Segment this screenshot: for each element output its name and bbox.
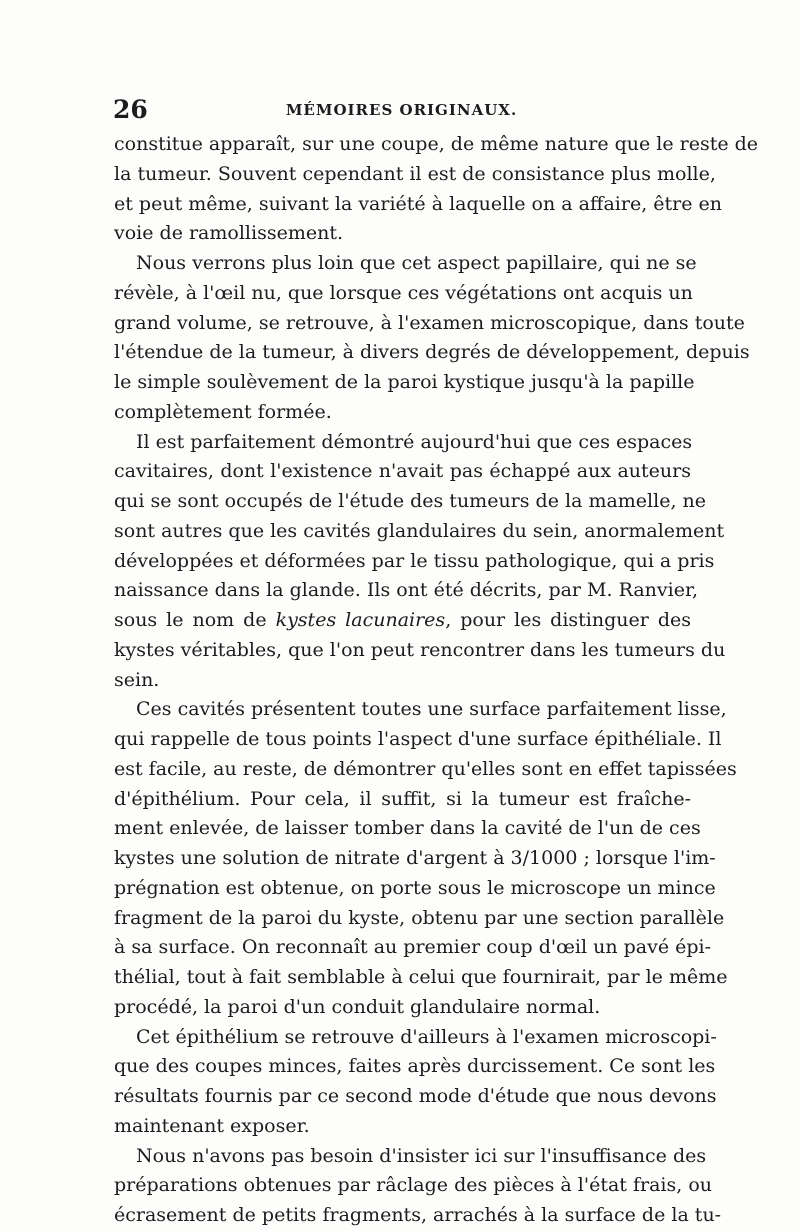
running-title: MÉMOIRES ORIGINAUX. (285, 101, 518, 119)
text-line: cavitaires, dont l'existence n'avait pas échappé aux auteurs (114, 460, 691, 483)
text-line: l'étendue de la tumeur, à divers degrés de développement, depuis (114, 341, 750, 364)
text-line: le simple soulèvement de la paroi kystique jusqu'à la papille (114, 371, 695, 393)
text-line: complètement formée. (114, 400, 332, 423)
text-line: kystes une solution de nitrate d'argent à 3/1000 ; lorsque l'im- (114, 847, 716, 869)
text-line: qui rappelle de tous points l'aspect d'une surface épithéliale. Il (114, 728, 722, 750)
text-line: est facile, au reste, de démontrer qu'elles sont en effet tapissées (114, 757, 737, 780)
page-header (113, 96, 690, 124)
text-line: préparations obtenues par râclage des pièces à l'état frais, ou (114, 1174, 712, 1197)
text-line: Ces cavités présentent toutes une surface parfaitement lisse, (136, 698, 727, 721)
text-line: Nous verrons plus loin que cet aspect papillaire, qui ne se (136, 252, 697, 274)
text-line: sein. (114, 668, 160, 691)
text-line: Nous n'avons pas besoin d'insister ici sur l'insuffisance des (136, 1144, 707, 1167)
text-line: constitue apparaît, sur une coupe, de même nature que le reste de (114, 133, 759, 155)
text-line: voie de ramollissement. (114, 222, 343, 245)
text-line: maintenant exposer. (114, 1114, 310, 1137)
text-line: à sa surface. On reconnaît au premier coup d'œil un pavé épi- (114, 936, 712, 959)
text-fragment: sous le nom de (114, 609, 276, 631)
text-line: développées et déformées par le tissu pathologique, qui a pris (114, 549, 715, 572)
body-text (114, 130, 759, 1231)
text-line: naissance dans la glande. Ils ont été décrits, par M. Ranvier, (114, 579, 698, 602)
text-line: prégnation est obtenue, on porte sous le microscope un mince (114, 876, 716, 899)
text-line: Il est parfaitement démontré aujourd'hui que ces espaces (136, 430, 693, 453)
text-line: grand volume, se retrouve, à l'examen microscopique, dans toute (114, 311, 745, 334)
text-line: ment enlevée, de laisser tomber dans la cavité de l'un de ces (114, 817, 701, 840)
text-line: la tumeur. Souvent cependant il est de consistance plus molle, (114, 162, 716, 185)
text-line: Cet épithélium se retrouve d'ailleurs à l'examen microscopi- (136, 1025, 717, 1048)
italic-term: kystes lacunaires (275, 609, 446, 631)
text-line: d'épithélium. Pour cela, il suffit, si la tumeur est fraîche- (114, 787, 691, 810)
text-fragment: , pour les distinguer des (445, 609, 691, 631)
text-line: thélial, tout à fait semblable à celui que fournirait, par le même (114, 966, 728, 988)
text-line: révèle, à l'œil nu, que lorsque ces végétations ont acquis un (114, 281, 693, 304)
text-line: que des coupes minces, faites après durcissement. Ce sont les (114, 1055, 716, 1078)
text-line: qui se sont occupés de l'étude des tumeurs de la mamelle, ne (114, 490, 707, 512)
page-number: 26 (113, 95, 148, 124)
text-line: écrasement de petits fragments, arrachés à la surface de la tu- (114, 1204, 722, 1226)
text-line (114, 606, 691, 636)
text-line: résultats fournis par ce second mode d'étude que nous devons (114, 1085, 717, 1107)
text-line: fragment de la paroi du kyste, obtenu par une section parallèle (114, 906, 725, 929)
text-line: kystes véritables, que l'on peut rencontrer dans les tumeurs du (114, 638, 726, 661)
text-line: procédé, la paroi d'un conduit glandulaire normal. (114, 995, 601, 1018)
text-line: et peut même, suivant la variété à laquelle on a affaire, être en (114, 192, 722, 215)
text-line: sont autres que les cavités glandulaires du sein, anormalement (114, 519, 725, 542)
